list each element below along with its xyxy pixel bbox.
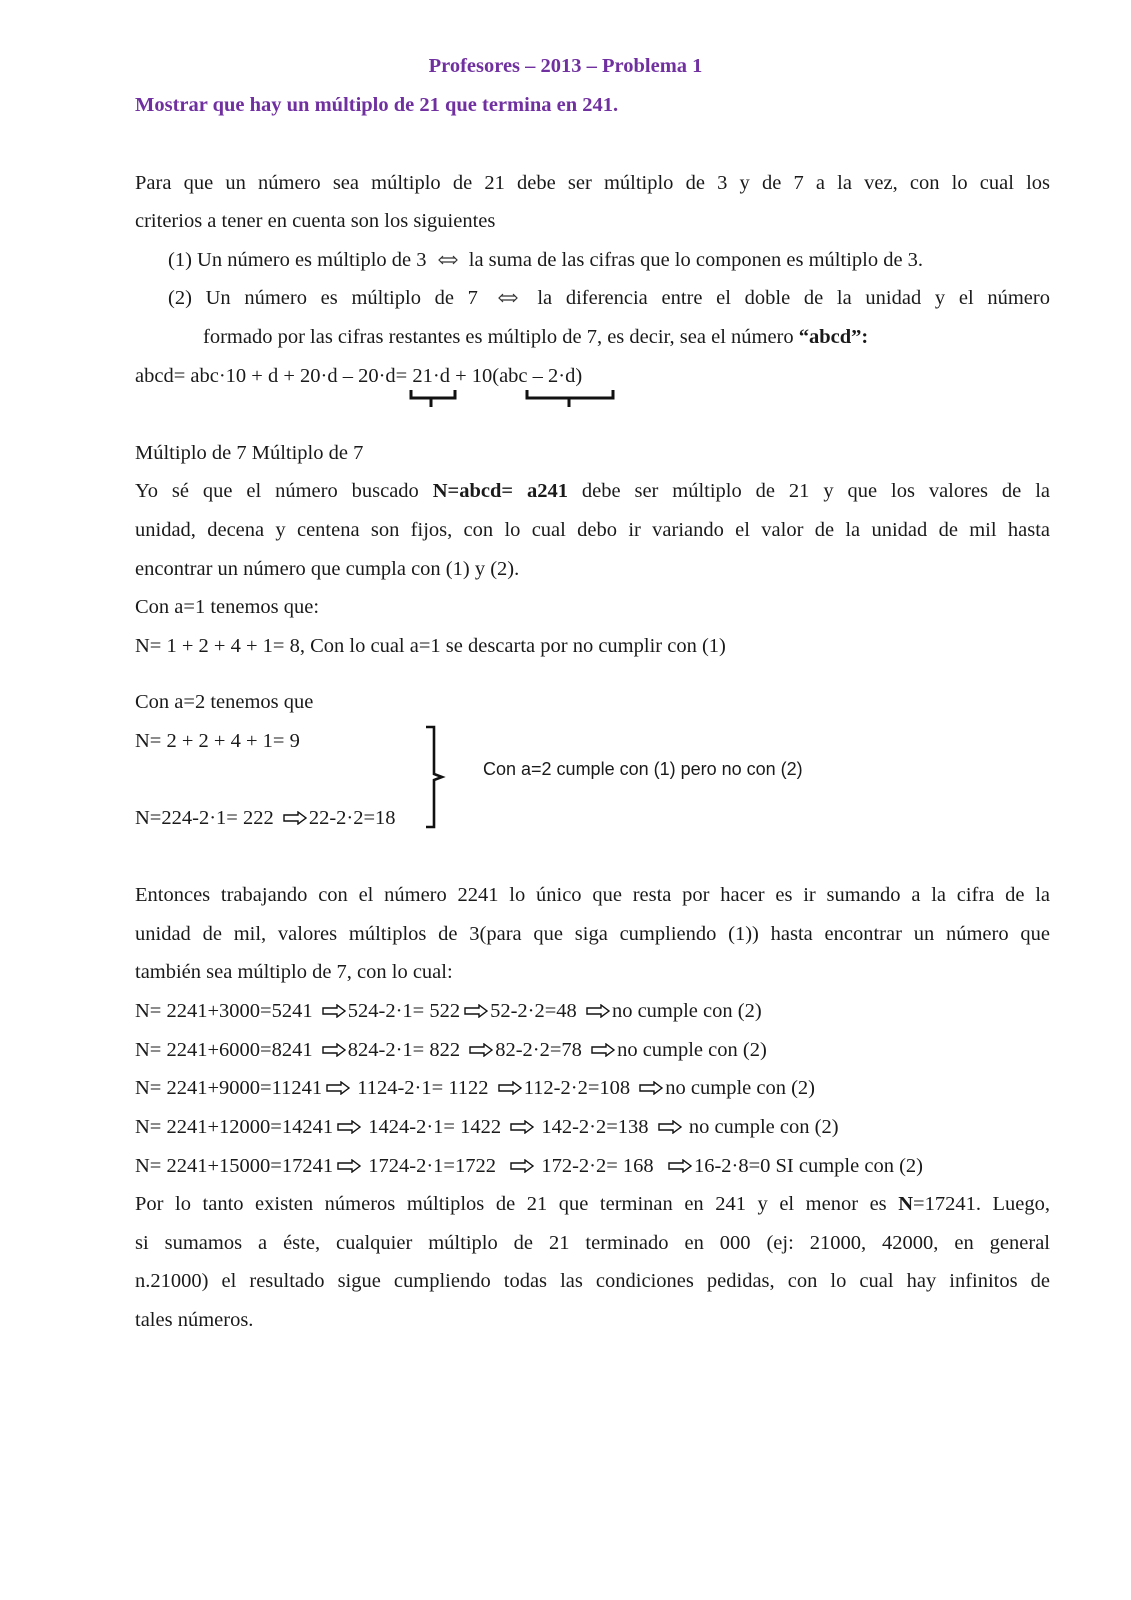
implies-arrow-icon [591, 1043, 615, 1057]
implies-arrow-icon [639, 1081, 663, 1095]
step-reduction-1: 1724-2·1=1722 [368, 1155, 496, 1177]
step-sum: N= 2241+3000=5241 [135, 1000, 313, 1022]
double-arrow-icon [498, 292, 518, 304]
step-row [135, 1040, 767, 1061]
continuation-line-2: unidad de mil, valores múltiplos de 3(para que siga cumpliendo (1)) hasta encontrar un número que [135, 923, 1050, 945]
search-line-1-a: Yo sé que el número buscado [135, 480, 433, 502]
abcd-label: “abcd”: [798, 326, 869, 348]
conclusion-line-1-b: =17241. Luego, [913, 1193, 1050, 1215]
criterion-1 [168, 250, 923, 271]
step-reduction-1: 524-2·1= 522 [347, 1000, 461, 1022]
case-a1-calc: N= 1 + 2 + 4 + 1= 8, Con lo cual a=1 se descarta por no cumplir con (1) [135, 635, 726, 657]
conclusion-line-2: si sumamos a éste, cualquier múltiplo de 21 terminado en 000 (ej: 21000, 42000, en general [135, 1232, 1050, 1254]
case-a2-note: Con a=2 cumple con (1) pero no con (2) [483, 759, 803, 779]
step-reduction-1: 1124-2·1= 1122 [357, 1077, 489, 1099]
criterion-2-line-2-text: formado por las cifras restantes es múltiplo de 7, es decir, sea el número [203, 326, 799, 348]
step-result: no cumple con (2) [665, 1077, 815, 1099]
implies-arrow-icon [469, 1043, 493, 1057]
step-result: no cumple con (2) [611, 1000, 762, 1022]
case-a2-calc-2b: 22-2·2=18 [308, 807, 396, 829]
implies-arrow-icon [322, 1043, 346, 1057]
right-brace [424, 724, 446, 830]
conclusion-line-1-bold: N [898, 1193, 914, 1215]
step-sum: N= 2241+15000=17241 [135, 1155, 334, 1177]
step-reduction-2: 82-2·2=78 [495, 1039, 582, 1061]
document-title: Profesores – 2013 – Problema 1 [428, 55, 703, 77]
multiple-of-7-labels: Múltiplo de 7 Múltiplo de 7 [135, 442, 364, 464]
decomposition-formula: abcd= abc·10 + d + 20·d – 20·d= 21·d + 10(abc – 2·d) [135, 365, 583, 387]
implies-arrow-icon [510, 1159, 534, 1173]
criterion-2-line-2 [203, 327, 868, 348]
step-result: 16-2·8=0 SI cumple con (2) [693, 1155, 923, 1177]
implies-arrow-icon [668, 1159, 692, 1173]
step-sum: N= 2241+9000=11241 [135, 1077, 323, 1099]
implies-arrow-icon [498, 1081, 522, 1095]
conclusion-line-3: n.21000) el resultado sigue cumpliendo todas las condiciones pedidas, con lo cual hay infinitos de [135, 1270, 1050, 1292]
step-result: no cumple con (2) [617, 1039, 767, 1061]
case-a2-calc-1: N= 2 + 2 + 4 + 1= 9 [135, 730, 300, 752]
implies-arrow-icon [337, 1120, 361, 1134]
criterion-1-text-b: la suma de las cifras que lo componen es múltiplo de 3. [468, 249, 924, 271]
conclusion-line-1 [135, 1194, 1050, 1215]
step-reduction-1: 824-2·1= 822 [347, 1039, 461, 1061]
conclusion-line-4: tales números. [135, 1309, 254, 1331]
double-arrow-icon [438, 254, 458, 266]
case-a1-intro: Con a=1 tenemos que: [135, 596, 320, 618]
criterion-2 [168, 288, 1050, 309]
continuation-line-3: también sea múltiplo de 7, con lo cual: [135, 961, 453, 983]
step-row [135, 1001, 762, 1022]
implies-arrow-icon [464, 1004, 488, 1018]
step-reduction-1: 1424-2·1= 1422 [368, 1116, 502, 1138]
case-a2-intro: Con a=2 tenemos que [135, 691, 314, 713]
search-line-2: unidad, decena y centena son fijos, con lo cual debo ir variando el valor de la unidad de mil hasta [135, 519, 1050, 541]
search-line-3: encontrar un número que cumpla con (1) y (2). [135, 558, 520, 580]
implies-arrow-icon [658, 1120, 682, 1134]
criterion-2-number: (2) [168, 287, 192, 309]
intro-line-1: Para que un número sea múltiplo de 21 debe ser múltiplo de 3 y de 7 a la vez, con lo cual los [135, 172, 1050, 194]
step-reduction-2: 172-2·2= 168 [541, 1155, 654, 1177]
underbrace-right [525, 388, 617, 410]
intro-line-2: criterios a tener en cuenta son los siguientes [135, 210, 496, 232]
search-line-1-b: debe ser múltiplo de 21 y que los valores de la [567, 480, 1050, 502]
implies-arrow-icon [510, 1120, 534, 1134]
problem-statement: Mostrar que hay un múltiplo de 21 que termina en 241. [135, 94, 619, 116]
implies-arrow-icon [283, 811, 307, 825]
criterion-1-text-a: Un número es múltiplo de 3 [197, 249, 427, 271]
case-a2-calc-2a: N=224-2·1= 222 [135, 807, 274, 829]
implies-arrow-icon [337, 1159, 361, 1173]
underbrace-left [409, 388, 459, 410]
step-reduction-2: 112-2·2=108 [523, 1077, 631, 1099]
conclusion-line-1-a: Por lo tanto existen números múltiplos de 21 que terminan en 241 y el menor es [135, 1193, 899, 1215]
step-sum: N= 2241+6000=8241 [135, 1039, 313, 1061]
continuation-line-1: Entonces trabajando con el número 2241 lo único que resta por hacer es ir sumando a la cifra de la [135, 884, 1050, 906]
implies-arrow-icon [586, 1004, 610, 1018]
implies-arrow-icon [322, 1004, 346, 1018]
step-result: no cumple con (2) [688, 1116, 839, 1138]
step-row [135, 1117, 839, 1138]
step-row [135, 1078, 815, 1099]
step-reduction-2: 142-2·2=138 [541, 1116, 649, 1138]
implies-arrow-icon [326, 1081, 350, 1095]
search-line-1-bold: N=abcd= a241 [432, 480, 568, 502]
criterion-2-text-b: la diferencia entre el doble de la unidad y el número [537, 287, 1050, 309]
step-sum: N= 2241+12000=14241 [135, 1116, 334, 1138]
step-row [135, 1156, 923, 1177]
criterion-2-text-a: Un número es múltiplo de 7 [205, 287, 478, 309]
step-reduction-2: 52-2·2=48 [490, 1000, 577, 1022]
criterion-1-number: (1) [168, 249, 192, 271]
search-line-1 [135, 481, 1050, 502]
case-a2-calc-2 [135, 808, 396, 829]
